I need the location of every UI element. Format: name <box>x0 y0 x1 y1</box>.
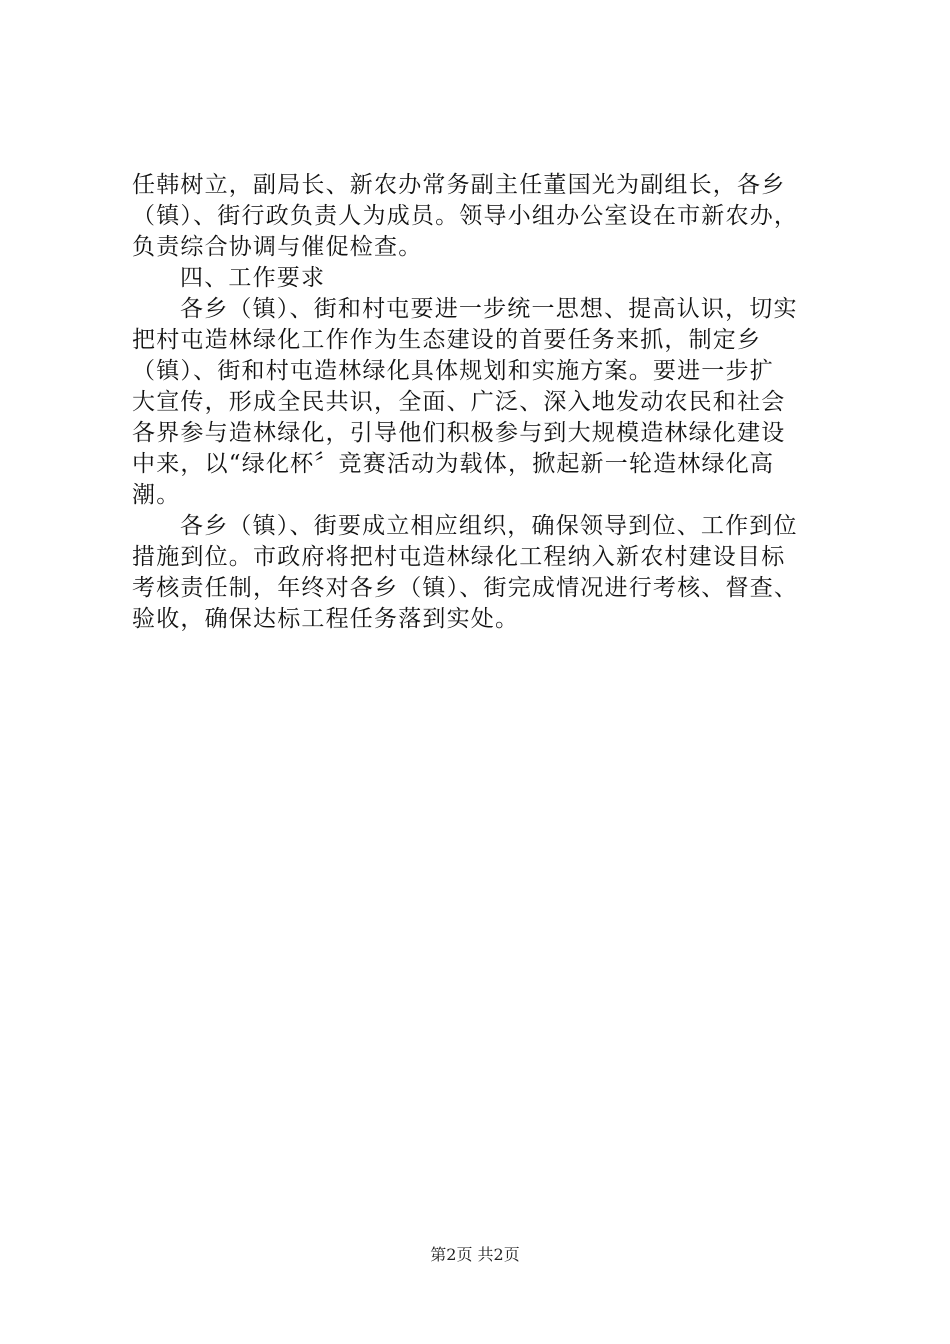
text-line: 把村屯造林绿化工作作为生态建设的首要任务来抓，制定乡 <box>132 327 762 353</box>
text-line: 任韩树立，副局长、新农办常务副主任董国光为副组长，各乡 <box>132 172 786 198</box>
text-line: 各乡（镇）、街要成立相应组织，确保领导到位、工作到位 <box>180 513 798 539</box>
text-line: 考核责任制，年终对各乡（镇）、街完成情况进行考核、督查、 <box>132 575 799 601</box>
paragraph-work-requirements <box>132 294 852 511</box>
page-number-label: 第2页 共2页 <box>430 1245 520 1264</box>
page-footer <box>0 1244 950 1266</box>
text-line: 措施到位。市政府将把村屯造林绿化工程纳入新农村建设目标 <box>132 544 786 570</box>
document-body <box>132 170 852 635</box>
paragraph-organization <box>132 511 852 635</box>
text-line: 负责综合协调与催促检查。 <box>132 234 423 260</box>
text-line: 各乡（镇）、街和村屯要进一步统一思想、提高认识，切实 <box>180 296 798 322</box>
text-line: 中来，以“绿化杯〞竞赛活动为载体，掀起新一轮造林绿化高 <box>132 451 775 477</box>
text-line: （镇）、街和村屯造林绿化具体规划和实施方案。要进一步扩 <box>132 358 774 384</box>
text-line: 验收，确保达标工程任务落到实处。 <box>132 606 520 632</box>
text-line: 大宣传，形成全民共识，全面、广泛、深入地发动农民和社会 <box>132 389 786 415</box>
paragraph-leadership-group <box>132 170 852 263</box>
text-line: 潮。 <box>132 482 181 508</box>
section-heading-text: 四、工作要求 <box>180 265 326 291</box>
text-line: 各界参与造林绿化，引导他们积极参与到大规模造林绿化建设 <box>132 420 786 446</box>
section-heading <box>132 263 852 294</box>
text-line: （镇）、街行政负责人为成员。领导小组办公室设在市新农办， <box>132 203 799 229</box>
